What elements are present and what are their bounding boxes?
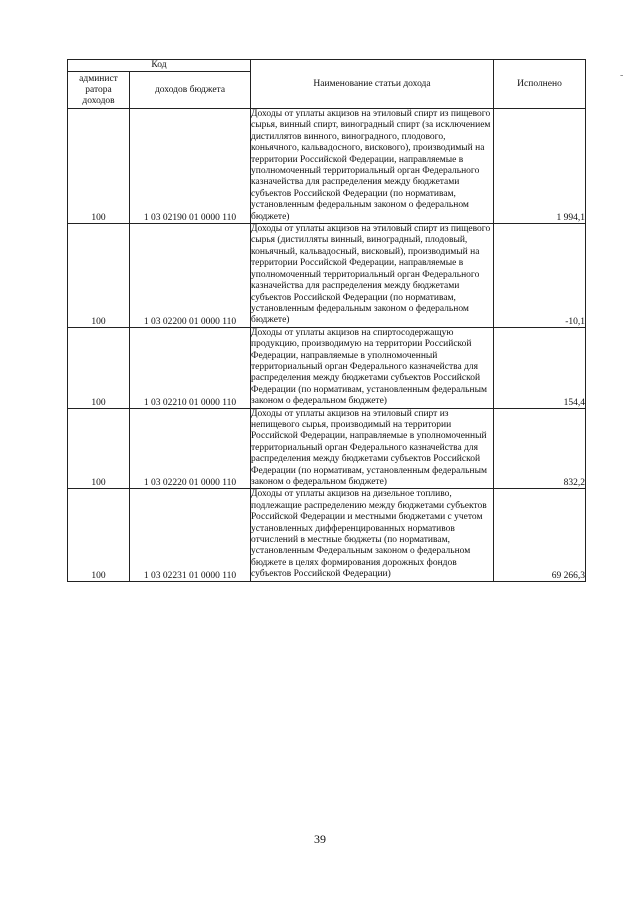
executed-amount: -10,1 (494, 224, 586, 328)
budget-sheet (67, 59, 585, 582)
budget-income-code: 1 03 02231 01 0000 110 (130, 489, 251, 581)
table-header-row (68, 60, 586, 72)
income-item-name: Доходы от уплаты акцизов на дизельное топливо, подлежащие распределению между бюджетами субъектов Российской Федерации и местными бюджетами с учетом установленных дифференцированных нормативов отчислений в местные бюджеты (по нормативам, установленным Федеральным законом о федеральном бюджете в целях формирования дорожных фондов субъектов Российской Федерации) (251, 489, 494, 581)
table-row (68, 109, 586, 224)
header-administrator: админист ратора доходов (68, 72, 130, 109)
page-number: 39 (314, 832, 326, 846)
income-item-name: Доходы от уплаты акцизов на этиловый спирт из непищевого сырья, производимый на территории Российской Федерации, направляемые в уполномоченный территориальный орган Федерального казначейства для распределения между бюджетами субъектов Российской Федерации (по нормативам, установленным федеральным законом о федеральном бюджете) (251, 408, 494, 489)
income-item-name: Доходы от уплаты акцизов на этиловый спирт из пищевого сырья (дистилляты винный, виноградный, плодовый, коньячный, кальвадосный, висковый), производимый на территории Российской Федерации, направляемые в уполномоченный территориальный орган Федерального казначейства для распределения между бюджетами субъектов Российской Федерации (по нормативам, установленным федеральным законом о федеральном бюджете) (251, 224, 494, 328)
executed-amount: 1 994,1 (494, 109, 586, 224)
administrator-code: 100 (68, 109, 130, 224)
income-table (67, 59, 586, 582)
header-income-name: Наименование статьи дохода (251, 60, 494, 109)
table-row (68, 408, 586, 489)
header-executed: Исполнено (494, 60, 586, 109)
income-item-name: Доходы от уплаты акцизов на спиртосодержащую продукцию, производимую на территории Российской Федерации, направляемые в уполномоченный территориальный орган Федерального казначейства для распределения между бюджетами субъектов Российской Федерации (по нормативам, установленным федеральным законом о федеральном бюджете) (251, 327, 494, 408)
header-income-code: доходов бюджета (130, 72, 251, 109)
budget-income-code: 1 03 02210 01 0000 110 (130, 327, 251, 408)
header-kod: Код (68, 60, 251, 72)
executed-amount: 832,2 (494, 408, 586, 489)
budget-income-code: 1 03 02220 01 0000 110 (130, 408, 251, 489)
table-row (68, 327, 586, 408)
executed-amount: 69 266,3 (494, 489, 586, 581)
table-row (68, 224, 586, 328)
income-item-name: Доходы от уплаты акцизов на этиловый спирт из пищевого сырья, винный спирт, виноградный спирт (за исключением дистиллятов винного, виноградного, плодового, коньячного, кальвадосного, вискового), производимый на территории Российской Федерации, направляемые в уполномоченный территориальный орган Федерального казначейства для распределения между бюджетами субъектов Российской Федерации (по нормативам, установленным федеральным законом о федеральном бюджете) (251, 109, 494, 224)
administrator-code: 100 (68, 408, 130, 489)
budget-income-code: 1 03 02200 01 0000 110 (130, 224, 251, 328)
administrator-code: 100 (68, 489, 130, 581)
administrator-code: 100 (68, 224, 130, 328)
administrator-code: 100 (68, 327, 130, 408)
margin-mark: - (620, 70, 624, 81)
budget-income-code: 1 03 02190 01 0000 110 (130, 109, 251, 224)
executed-amount: 154,4 (494, 327, 586, 408)
table-row (68, 489, 586, 581)
